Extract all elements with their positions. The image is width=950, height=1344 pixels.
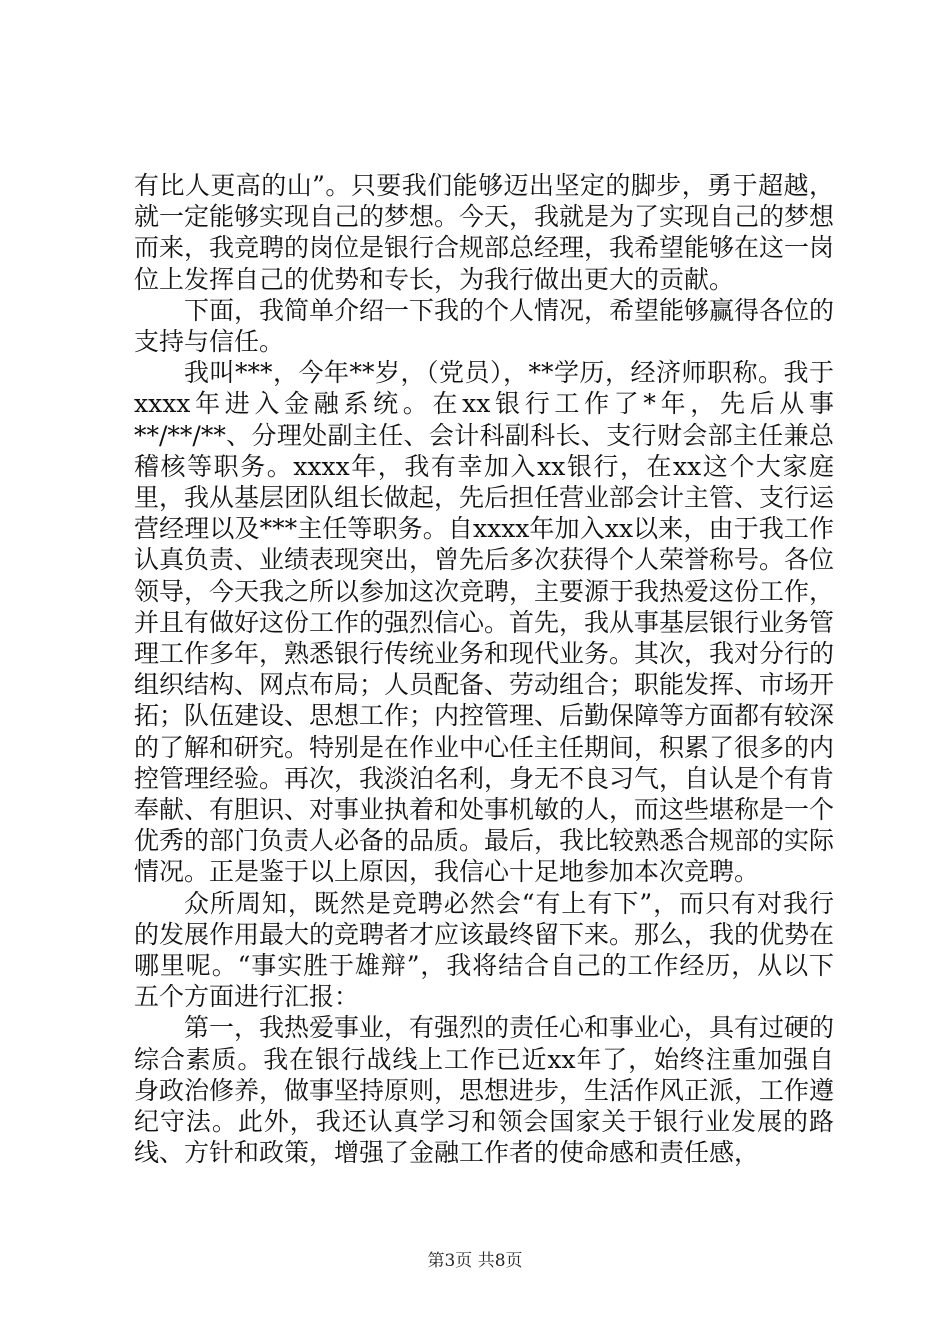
paragraph-5: 第一，我热爱事业，有强烈的责任心和事业心，具有过硬的综合素质。我在银行战线上工作已近xx年了，始终注重加强自身政治修养，做事坚持原则，思想进步，生活作风正派，工作遵纪守法。此外，我还认真学习和领会国家关于银行业发展的路线、方针和政策，增强了金融工作者的使命感和责任感，: [134, 1013, 835, 1168]
page-footer: 第3页 共8页: [427, 1251, 523, 1271]
paragraph-1: 有比人更高的山”。只要我们能够迈出坚定的脚步，勇于超越，就一定能够实现自己的梦想。今天，我就是为了实现自己的梦想而来，我竞聘的岗位是银行合规部总经理，我希望能够在这一岗位上发挥自己的优势和专长，为我行做出更大的贡献。: [134, 171, 835, 294]
paragraph-2: 下面，我简单介绍一下我的个人情况，希望能够赢得各位的支持与信任。: [134, 295, 835, 357]
paragraph-4: 众所周知，既然是竞聘必然会“有上有下”，而只有对我行的发展作用最大的竞聘者才应该最终留下来。那么，我的优势在哪里呢。“事实胜于雄辩”，我将结合自己的工作经历，从以下五个方面进行汇报：: [134, 888, 835, 1012]
document-body: [134, 170, 834, 1169]
paragraph-3: 我叫***，今年**岁，（党员），**学历，经济师职称。我于xxxx年进入金融系统。在xx银行工作了*年，先后从事**/**/**、分理处副主任、会计科副科长、支行财会部主任兼总稽核等职务。xxxx年，我有幸加入xx银行，在xx这个大家庭里，我从基层团队组长做起，先后担任营业部会计主管、支行运营经理以及***主任等职务。自xxxx年加入xx以来，由于我工作认真负责、业绩表现突出，曾先后多次获得个人荣誉称号。各位领导，今天我之所以参加这次竞聘，主要源于我热爱这份工作，并且有做好这份工作的强烈信心。首先，我从事基层银行业务管理工作多年，熟悉银行传统业务和现代业务。其次，我对分行的组织结构、网点布局；人员配备、劳动组合；职能发挥、市场开拓；队伍建设、思想工作；内控管理、后勤保障等方面都有较深的了解和研究。特别是在作业中心任主任期间，积累了很多的内控管理经验。再次，我淡泊名利，身无不良习气，自认是个有肯奉献、有胆识、对事业执着和处事机敏的人，而这些堪称是一个优秀的部门负责人必备的品质。最后，我比较熟悉合规部的实际情况。正是鉴于以上原因，我信心十足地参加本次竞聘。: [134, 358, 835, 887]
